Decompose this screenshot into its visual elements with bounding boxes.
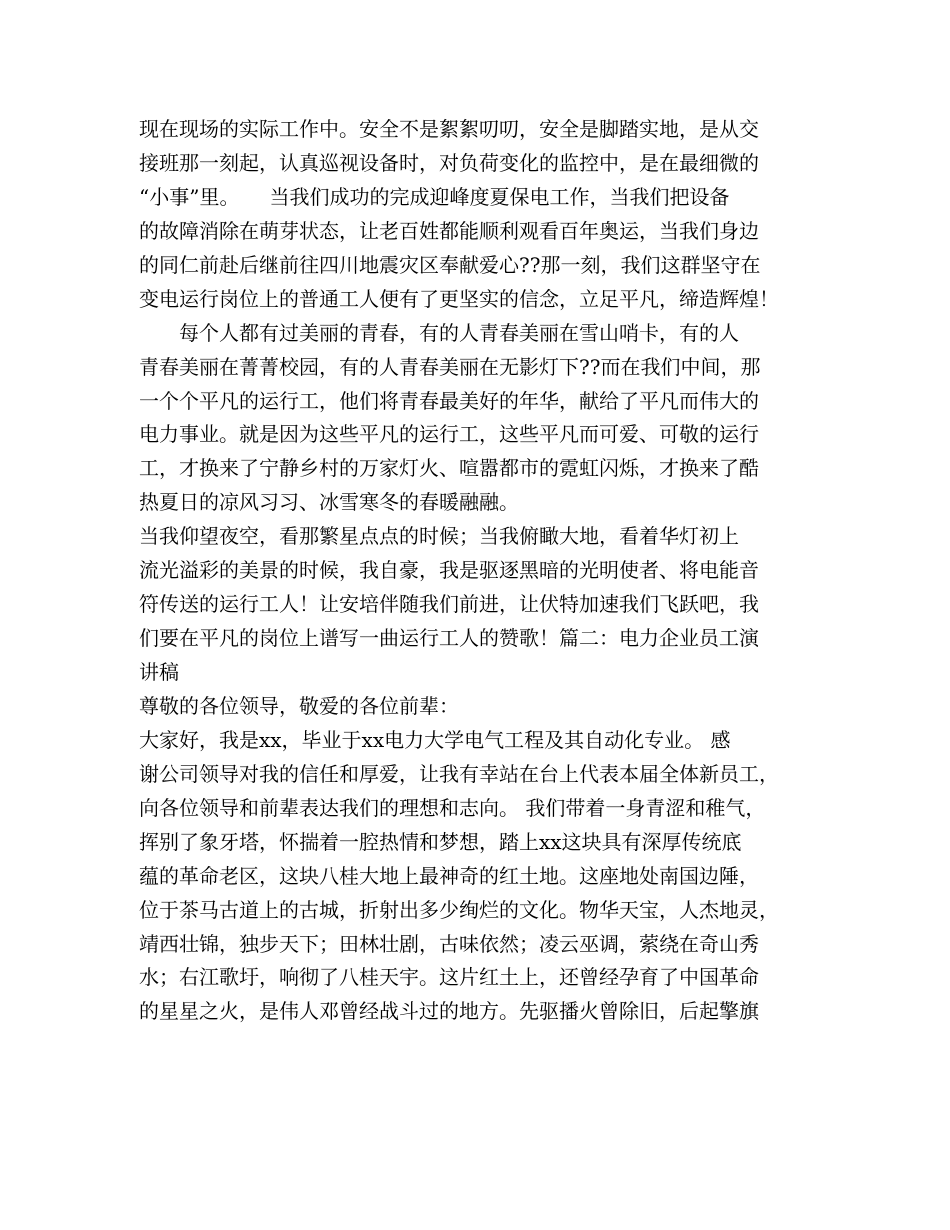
text-line: 水；右江歌圩，响彻了八桂天宇。这片红土上，还曾经孕育了中国革命 xyxy=(139,965,759,990)
text-line: 向各位领导和前辈表达我们的理想和志向。 我们带着一身青涩和稚气， xyxy=(139,795,766,820)
text-line: 一个个平凡的运行工，他们将青春最美好的年华，献给了平凡而伟大的 xyxy=(139,388,759,413)
text-line: 位于茶马古道上的古城，折射出多少绚烂的文化。物华天宝，人杰地灵， xyxy=(139,897,779,922)
text-line: 流光溢彩的美景的时候，我自豪，我是驱逐黑暗的光明使者、将电能音 xyxy=(139,558,759,583)
text-line: 挥别了象牙塔，怀揣着一腔热情和梦想，踏上xx这块具有深厚传统底 xyxy=(139,829,742,854)
text-line: 电力事业。就是因为这些平凡的运行工，这些平凡而可爱、可敬的运行 xyxy=(139,422,759,447)
text-line: 现在现场的实际工作中。安全不是絮絮叨叨，安全是脚踏实地，是从交 xyxy=(139,117,759,141)
text-line: 尊敬的各位领导，敬爱的各位前辈： xyxy=(139,693,459,718)
text-line: 大家好，我是xx，毕业于xx电力大学电气工程及其自动化专业。 感 xyxy=(139,727,731,752)
text-line: 讲稿 xyxy=(139,660,179,684)
text-line: 的星星之火，是伟人邓曾经战斗过的地方。先驱播火曾除旧，后起擎旗 xyxy=(139,999,759,1024)
text-line: 谢公司领导对我的信任和厚爱，让我有幸站在台上代表本届全体新员工， xyxy=(139,761,779,786)
text-line: 热夏日的凉风习习、冰雪寒冬的春暖融融。 xyxy=(139,490,519,515)
text-line: 的故障消除在萌芽状态，让老百姓都能顺利观看百年奥运，当我们身边 xyxy=(139,218,759,243)
text-line: “小事”里。 当我们成功的完成迎峰度夏保电工作，当我们把设备 xyxy=(139,184,730,209)
text-line: 工，才换来了宁静乡村的万家灯火、喧嚣都市的霓虹闪烁，才换来了酷 xyxy=(139,456,759,481)
text-line: 每个人都有过美丽的青春，有的人青春美丽在雪山哨卡，有的人 xyxy=(139,320,739,345)
text-line: 蕴的革命老区，这块八桂大地上最神奇的红土地。这座地处南国边陲， xyxy=(139,863,759,888)
text-line: 变电运行岗位上的普通工人便有了更坚实的信念，立足平凡，缔造辉煌！ xyxy=(139,286,779,311)
text-line: 靖西壮锦，独步天下；田林壮剧，古味依然；凌云巫调，萦绕在奇山秀 xyxy=(139,931,759,956)
body-text xyxy=(139,113,839,1029)
text-line: 接班那一刻起，认真巡视设备时，对负荷变化的监控中，是在最细微的 xyxy=(139,150,759,175)
text-line: 们要在平凡的岗位上谱写一曲运行工人的赞歌！篇二：电力企业员工演 xyxy=(139,626,759,651)
text-line: 青春美丽在菁菁校园，有的人青春美丽在无影灯下??而在我们中间，那 xyxy=(139,354,761,379)
text-line: 当我仰望夜空，看那繁星点点的时候；当我俯瞰大地，看着华灯初上 xyxy=(139,524,739,549)
text-line: 的同仁前赴后继前往四川地震灾区奉献爱心??那一刻，我们这群坚守在 xyxy=(139,252,761,277)
text-line: 符传送的运行工人！让安培伴随我们前进，让伏特加速我们飞跃吧，我 xyxy=(139,592,759,617)
